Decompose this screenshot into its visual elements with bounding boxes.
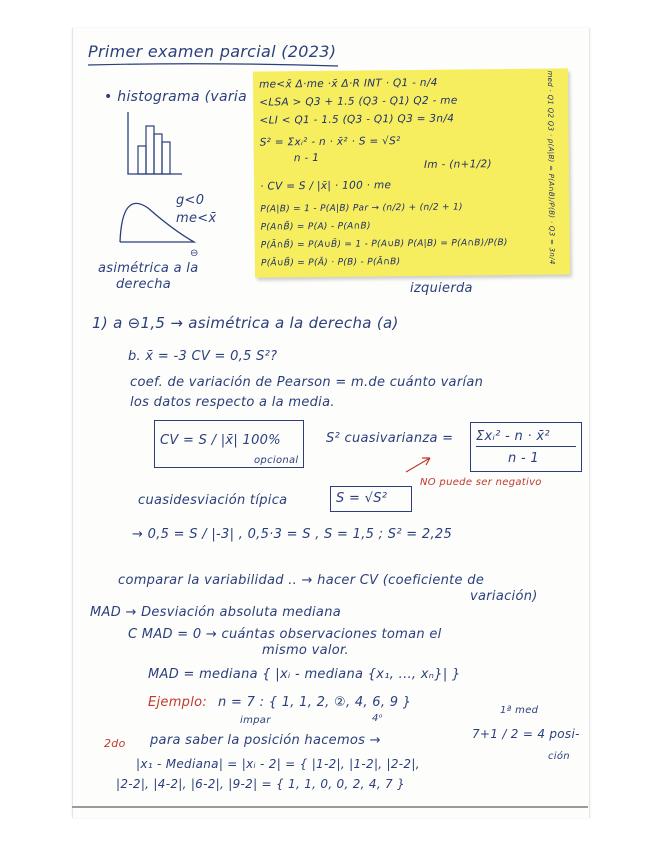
- mad-c-line: C MAD = 0 → cuántas observaciones toman el: [128, 627, 442, 642]
- coef-line-2: los datos respecto a la media.: [130, 395, 335, 410]
- histogram-sketch-icon: [124, 112, 184, 182]
- sticky-line-1: me<x̄ Δ·me ·x̄ Δ·R INT · Q1 - n/4: [259, 76, 438, 91]
- q1-a: 1) a ⊖1,5 → asimétrica a la derecha (a): [92, 314, 399, 332]
- sticky-line-6: · CV = S / |x̄| · 100 · me: [260, 179, 392, 193]
- asym-line2: derecha: [116, 277, 172, 292]
- variacion-line: variación): [470, 589, 538, 604]
- s2-formula: Σxᵢ² - n · x̄²: [476, 429, 550, 444]
- coef-line-1: coef. de variación de Pearson = m.de cuánto varían: [130, 375, 484, 390]
- title-underline: [88, 63, 338, 67]
- deviation-line-2: |2-2|, |4-2|, |6-2|, |9-2| = { 1, 1, 0, 0, 2, 4, 7 }: [116, 777, 406, 791]
- page-title: Primer examen parcial (2023): [88, 42, 337, 61]
- median-label: 1ª med: [500, 705, 539, 716]
- fourth-label: 4ᵒ: [372, 713, 384, 724]
- no-puede-note: NO puede ser negativo: [420, 477, 542, 488]
- sticky-line-4: S² = Σxᵢ² - n · x̄² · S = √S²: [259, 135, 401, 149]
- ejemplo-values: n = 7 : { 1, 1, 2, ②, 4, 6, 9 }: [218, 695, 412, 710]
- s2-denominator: n - 1: [508, 451, 539, 466]
- sticky-line-7: P(A|B) = 1 - P(A|B) Par → (n/2) + (n/2 + 1): [260, 202, 463, 215]
- deviation-line-1: |x₁ - Mediana| = |xᵢ - 2| = { |1-2|, |1-2|, |2-2|,: [136, 757, 420, 771]
- s-formula: S = √S²: [336, 491, 388, 506]
- izquierda-label: izquierda: [410, 281, 473, 296]
- ejemplo-label: Ejemplo:: [148, 695, 208, 710]
- asym-line1: asimétrica a la: [98, 261, 199, 276]
- sticky-line-8: P(A∩B̄) = P(A) - P(A∩B): [260, 221, 371, 233]
- s2-fraction-bar: [476, 446, 576, 447]
- comparar-line: comparar la variabilidad .. → hacer CV (coeficiente de: [118, 573, 485, 588]
- skew-g-label: g<0: [176, 193, 205, 208]
- opcional-label: opcional: [254, 455, 299, 466]
- q1-b: b. x̄ = -3 CV = 0,5 S²?: [128, 349, 278, 364]
- page-bottom-rule: [72, 806, 588, 808]
- sticky-line-3: <LI < Q1 - 1.5 (Q3 - Q1) Q3 = 3n/4: [259, 112, 455, 127]
- mad-c-line-2: mismo valor.: [262, 643, 349, 658]
- impar-label: impar: [240, 715, 271, 726]
- calc-line: → 0,5 = S / |-3| , 0,5·3 = S , S = 1,5 ; S² = 2,25: [132, 527, 453, 542]
- cion-label: ción: [548, 751, 570, 762]
- sticky-note: [253, 68, 570, 277]
- cv-formula: CV = S / |x̄| 100%: [160, 433, 281, 448]
- mad-definition: MAD = mediana { |xᵢ - mediana {x₁, ..., xₙ}| }: [148, 667, 461, 682]
- position-fraction: 7+1 / 2 = 4 posi-: [472, 727, 580, 741]
- sticky-line-2: <LSA > Q3 + 1.5 (Q3 - Q1) Q2 - me: [259, 94, 458, 109]
- cuasidesviacion-label: cuasidesviación típica: [138, 493, 288, 508]
- minus-circle-icon: ⊖: [190, 248, 199, 259]
- sticky-line-4b: n - 1: [293, 151, 320, 165]
- s2-label: S² cuasivarianza =: [326, 431, 454, 446]
- sticky-line-10: P(Ā∪B̄) = P(Ā) · P(B) - P(Ā∩B): [260, 257, 401, 269]
- skew-me-label: me<x̄: [176, 211, 217, 226]
- histogram-heading: • histograma (varia: [104, 89, 247, 105]
- sticky-line-5: Im - (n+1/2): [423, 158, 492, 171]
- mad-heading: MAD → Desviación absoluta mediana: [90, 605, 342, 620]
- sticky-side-text: med · Q1 Q2 Q3 · p(A|B) = P(A∩B)/P(B) · Q3 = 3n/4: [545, 70, 556, 265]
- arrow-icon: [404, 454, 434, 474]
- second-label: 2do: [104, 737, 126, 750]
- sticky-line-9: P(Ā∩B̄) = P(A∪B̄) = 1 - P(A∪B) P(A|B) = P(A∩B)/P(B): [260, 237, 508, 251]
- para-saber-line: para saber la posición hacemos →: [150, 733, 381, 748]
